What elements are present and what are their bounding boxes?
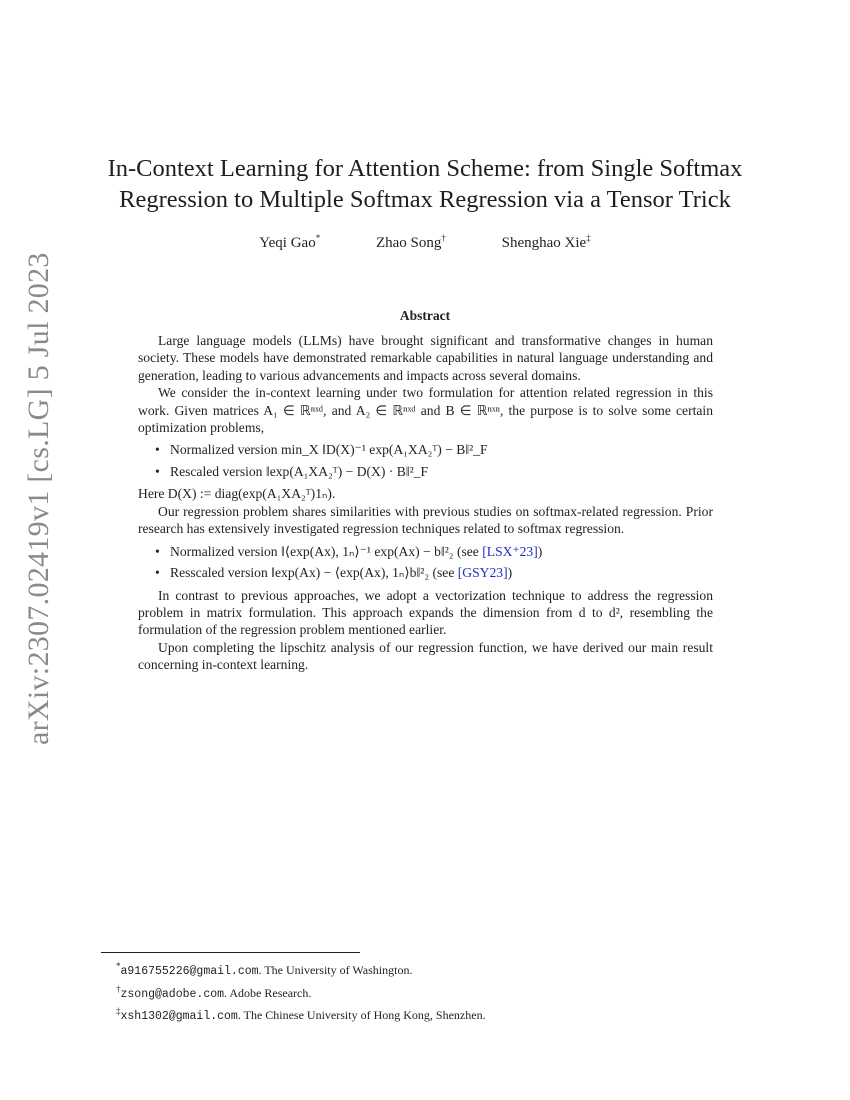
abstract-paragraph: Upon completing the lipschitz analysis of our regression function, we have derived our main result concerning in-context learning.	[138, 639, 713, 673]
footnote-mark: *	[315, 233, 321, 243]
author-name: Shenghao Xie	[501, 235, 587, 251]
email: zsong@adobe.com	[120, 987, 225, 1001]
footnote-mark: *	[116, 961, 121, 971]
author	[376, 233, 446, 252]
footnote	[116, 958, 486, 981]
list-item-text: )	[507, 565, 513, 581]
footnote-mark: ‡	[116, 1006, 121, 1016]
citation-link-lsx23[interactable]: [LSX⁺23]	[482, 543, 538, 559]
abstract-body	[138, 332, 713, 674]
list-item-text: Resscaled version ‖exp(Ax) − ⟨exp(Ax), 1ₙ⟩b‖²₂ (see	[170, 565, 458, 581]
arxiv-identifier-stamp: arXiv:2307.02419v1 [cs.LG] 5 Jul 2023	[22, 252, 55, 745]
list-item-text: Normalized version ‖⟨exp(Ax), 1ₙ⟩⁻¹ exp(Ax) − b‖²₂ (see	[170, 543, 483, 559]
author	[502, 233, 591, 252]
footnote-rule	[101, 952, 360, 953]
affiliation: . The Chinese University of Hong Kong, Shenzhen.	[237, 1008, 486, 1022]
email: a916755226@gmail.com	[120, 965, 259, 978]
author	[259, 233, 320, 252]
title-line-1: In-Context Learning for Attention Scheme: from Single Softmax	[107, 155, 743, 182]
list-item-text: )	[537, 543, 543, 559]
author-name: Yeqi Gao	[259, 235, 316, 251]
affiliation: . Adobe Research.	[224, 985, 312, 1000]
footnote	[116, 1003, 486, 1026]
author-list	[0, 233, 850, 252]
email: xsh1302@gmail.com	[120, 1010, 238, 1023]
list-item	[170, 562, 713, 584]
title-line-2: Regression to Multiple Softmax Regression via a Tensor Trick	[119, 186, 731, 213]
footnote-mark: †	[116, 983, 121, 994]
list-item: • Rescaled version ‖exp(A₁XA₂ᵀ) − D(X) · B‖²_F	[170, 461, 713, 483]
affiliation: . The University of Washington.	[258, 963, 413, 977]
footnote-mark: †	[441, 233, 446, 243]
abstract-paragraph: Our regression problem shares similarities with previous studies on softmax-related regression. Prior research has extensively investigated regression techniques related to softmax regression.	[138, 503, 713, 537]
abstract-paragraph: We consider the in-context learning under two formulation for attention related regression in this work. Given matrices A₁ ∈ ℝⁿˣᵈ, and A₂ ∈ ℝⁿˣᵈ and B ∈ ℝⁿˣⁿ, the purpose is to solve some certain optimization problems,	[138, 385, 713, 436]
author-name: Zhao Song	[375, 235, 442, 251]
paper-title	[100, 153, 750, 215]
abstract-paragraph: In contrast to previous approaches, we adopt a vectorization technique to address the regression problem in matrix formulation. This approach expands the dimension from d to d², resembling the formulation of the regression problem mentioned earlier.	[138, 587, 713, 638]
list-item: • Normalized version min_X ‖D(X)⁻¹ exp(A₁XA₂ᵀ) − B‖²_F	[170, 439, 713, 461]
footnote-mark: ‡	[586, 233, 591, 243]
footnotes	[116, 958, 486, 1026]
list-item	[170, 541, 713, 563]
definition-line: Here D(X) := diag(exp(A₁XA₂ᵀ)1ₙ).	[138, 486, 336, 502]
footnote	[116, 981, 486, 1004]
prior-work-list	[138, 541, 713, 584]
formulation-list	[138, 439, 713, 482]
abstract-paragraph: Large language models (LLMs) have brought significant and transformative changes in human society. These models have demonstrated remarkable capabilities in natural language understanding and generation, leading to various advancements and impacts across several domains.	[138, 333, 713, 383]
abstract-heading: Abstract	[399, 308, 451, 323]
citation-link-gsy23[interactable]: [GSY23]	[457, 565, 508, 581]
